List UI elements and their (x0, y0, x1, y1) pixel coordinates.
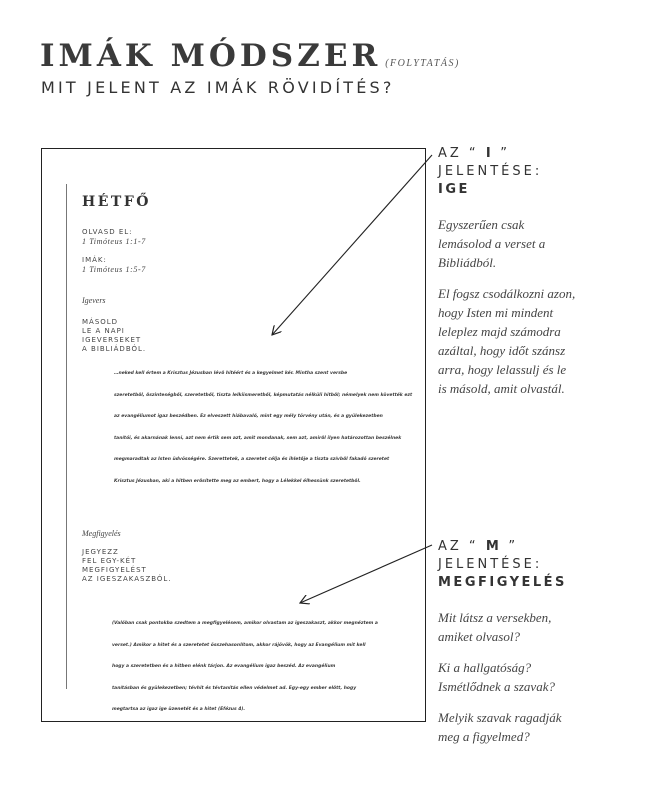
hand-line: tanításban és gyülekezetben; tévhit és tévtanítás ellen védelmet ad. Egy-egy ember előtt, hogy (112, 685, 357, 691)
explanation-heading: AZ “ I ” (438, 146, 511, 161)
explanation-paragraph: Melyik szavak ragadják meg a figyelmed? (438, 710, 562, 744)
explanation-paragraph: Mit látsz a versekben, amiket olvasol? (438, 610, 552, 644)
hand-line: verset.) Amikor a hitet és a szeretetet összehasonlítom, akkor rájövök, hogy az Evangélium mit kell (112, 642, 366, 648)
hand-line: megmaradtak az Isten üdvösségére. Szerettetek, a szeretet célja és ihletője a tiszta szívből fakadó szeretet (114, 457, 390, 462)
page-subtitle: MIT JELENT AZ IMÁK RÖVIDÍTÉS? (41, 78, 395, 97)
letter-m: M (485, 539, 502, 554)
hand-line: Krisztus Jézusban, aki a hitben erősítette meg az embert, hogy a Lélekkel élhessünk szeretetből. (114, 478, 361, 484)
explanation-meaning-label: JELENTÉSE: (438, 164, 543, 179)
hand-line: megtartsa az igaz ige üzenetét és a hitet (Efézus 4). (112, 707, 246, 712)
explanation-meaning-label: JELENTÉSE: (438, 557, 543, 572)
hand-line: tanítói, és akarnának lenni, azt nem értik sem azt, amit mondanak, sem azt, amiről ilyen határozottan beszélnek (114, 435, 402, 441)
read-label: OLVASD EL: (82, 228, 133, 236)
hand-line: hogy a szeretetben és a hitben elénk tárjon. Az evangélium igaz beszéd. Az evangélium (112, 664, 336, 669)
explanation-megfigyeles (438, 538, 648, 746)
day-title: HÉTFŐ (82, 194, 151, 210)
hand-line: …neked kell értem a Krisztus Jézusban lévő hitéért és a kegyelmet kér. Mintha szent versbe (114, 371, 348, 376)
explanation-paragraph: Egyszerűen csak lemásolod a verset a Bibliádból. (438, 217, 546, 270)
hand-line: az evangéliumot igaz beszédben. Ez elveszett hiábavaló, mint egy mély törvény után, és a gyülekezetben (114, 414, 383, 419)
title-note: (FOLYTATÁS) (385, 58, 460, 69)
letter-i: I (485, 146, 494, 161)
explanation-paragraph: El fogsz csodálkozni azon, hogy Isten mi mindent leleplez majd számodra azáltal, hogy időt szánsz arra, hogy lelassulj és le is másold, amit olvastál. (438, 286, 576, 396)
explanation-heading: AZ “ M ” (438, 539, 519, 554)
hand-line: szeretetből, őszinteségből, szeretetből, tiszta lelkiismeretből, képmutatás nélküli hitből; némelyek nem követték ezt (114, 392, 413, 398)
instruction-megfigyeles: JEGYEZZ FEL EGY-KÉT MEGFIGYELÉST AZ IGESZAKASZBÓL. (82, 548, 172, 583)
section-label-megfigyeles: Megfigyelés (82, 529, 121, 538)
arrow-megfigyeles (300, 545, 432, 603)
title-main: IMÁK MÓDSZER (40, 38, 382, 74)
pray-label: IMÁK: (82, 256, 107, 264)
instruction-igevers: MÁSOLD LE A NAPI IGEVERSEKET A BIBLIÁDBÓL. (82, 318, 147, 353)
explanation-ige (438, 145, 648, 398)
explanation-word: MEGFIGYELÉS (438, 575, 567, 590)
explanation-paragraph: Ki a hallgatóság? Ismétlődnek a szavak? (438, 660, 555, 694)
hand-line: (Valóban csak pontokba szedtem a megfigyelésem, amikor olvastam az igeszakaszt, akkor megnéztem a (112, 621, 378, 626)
section-label-igevers: Igevers (82, 296, 106, 305)
explanation-word: IGE (438, 182, 470, 197)
pray-reference: 1 Timóteus 1:5-7 (82, 265, 146, 274)
arrow-ige (272, 155, 432, 335)
read-reference: 1 Timóteus 1:1-7 (82, 237, 146, 246)
